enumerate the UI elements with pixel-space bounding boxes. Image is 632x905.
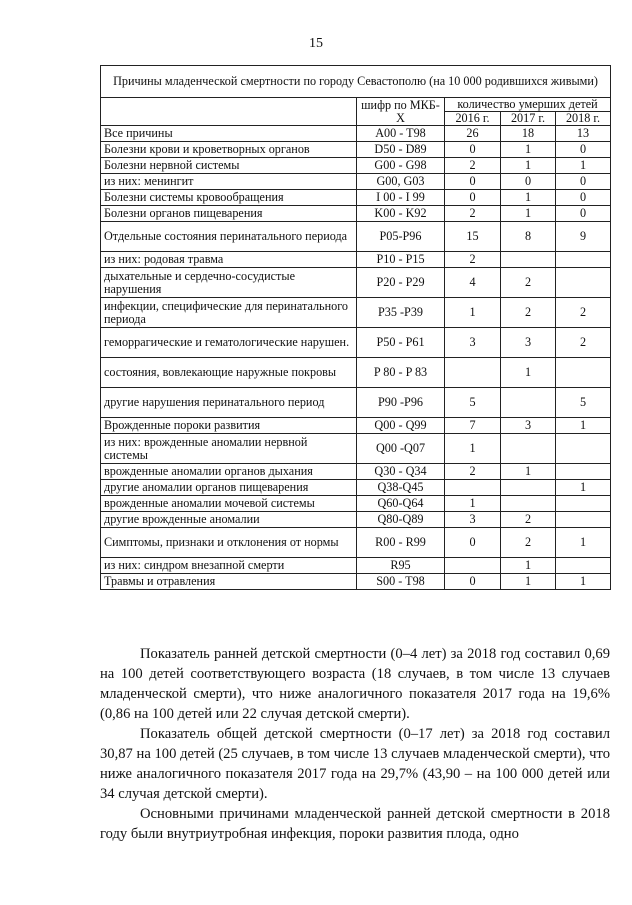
row-code: Q60-Q64 <box>357 496 445 512</box>
value-2017: 1 <box>501 142 556 158</box>
row-name: из них: синдром внезапной смерти <box>101 558 357 574</box>
value-2017: 2 <box>501 512 556 528</box>
value-2017: 2 <box>501 528 556 558</box>
row-code: P90 -P96 <box>357 388 445 418</box>
row-name: врожденные аномалии мочевой системы <box>101 496 357 512</box>
row-name: врожденные аномалии органов дыхания <box>101 464 357 480</box>
row-name: состояния, вовлекающие наружные покровы <box>101 358 357 388</box>
value-2016: 2 <box>445 206 501 222</box>
value-2017: 1 <box>501 574 556 590</box>
value-2017: 1 <box>501 206 556 222</box>
row-code: P 80 - P 83 <box>357 358 445 388</box>
value-2018: 5 <box>556 388 611 418</box>
row-code: Q80-Q89 <box>357 512 445 528</box>
row-name: Отдельные состояния перинатального периода <box>101 222 357 252</box>
table-row <box>101 358 611 388</box>
row-code: R95 <box>357 558 445 574</box>
paragraph: Показатель общей детской смертности (0–17 лет) за 2018 год составил 30,87 на 100 детей (25 случаев, в том числе 13 случаев младенческой смерти), что ниже аналогичного показателя 2017 года на 29,7% (43,90 – на 100 000 детей или 34 случая детской смерти). <box>100 726 610 802</box>
table-title-row <box>101 66 611 98</box>
row-code: Q30 - Q34 <box>357 464 445 480</box>
row-code: S00 - T98 <box>357 574 445 590</box>
value-2016: 2 <box>445 158 501 174</box>
table-row <box>101 142 611 158</box>
value-2016: 1 <box>445 298 501 328</box>
value-2017: 1 <box>501 190 556 206</box>
value-2016: 0 <box>445 190 501 206</box>
row-code: P10 - P15 <box>357 252 445 268</box>
table-row <box>101 388 611 418</box>
row-name: инфекции, специфические для перинатального периода <box>101 298 357 328</box>
value-2018: 0 <box>556 174 611 190</box>
value-2016: 3 <box>445 512 501 528</box>
value-2018 <box>556 434 611 464</box>
header-count: количество умерших детей <box>445 98 611 112</box>
table-row <box>101 512 611 528</box>
row-name: из них: врожденные аномалии нервной системы <box>101 434 357 464</box>
row-name: другие аномалии органов пищеварения <box>101 480 357 496</box>
table-row <box>101 480 611 496</box>
header-code: шифр по МКБ-Х <box>357 98 445 126</box>
value-2018: 9 <box>556 222 611 252</box>
table-row <box>101 190 611 206</box>
row-code: I 00 - I 99 <box>357 190 445 206</box>
row-code: P35 -P39 <box>357 298 445 328</box>
value-2017: 2 <box>501 268 556 298</box>
table-row <box>101 464 611 480</box>
header-row-1 <box>101 98 611 112</box>
table-row <box>101 574 611 590</box>
value-2018 <box>556 268 611 298</box>
table-row <box>101 558 611 574</box>
value-2018 <box>556 496 611 512</box>
paragraph: Показатель ранней детской смертности (0–4 лет) за 2018 год составил 0,69 на 100 детей соответствующего возраста (18 случаев, в том числе 13 случаев младенческой смерти), что ниже аналогичного показателя 2017 года на 19,6% (0,86 на 100 детей или 22 случая детской смерти). <box>100 646 610 722</box>
value-2018 <box>556 512 611 528</box>
row-name: Травмы и отравления <box>101 574 357 590</box>
row-code: Q00 -Q07 <box>357 434 445 464</box>
value-2018: 1 <box>556 574 611 590</box>
row-code: G00, G03 <box>357 174 445 190</box>
row-name: Все причины <box>101 126 357 142</box>
row-name: Болезни системы кровообращения <box>101 190 357 206</box>
value-2018: 2 <box>556 328 611 358</box>
value-2016: 3 <box>445 328 501 358</box>
value-2017: 2 <box>501 298 556 328</box>
table-row <box>101 418 611 434</box>
value-2017 <box>501 480 556 496</box>
value-2017: 8 <box>501 222 556 252</box>
row-code: G00 - G98 <box>357 158 445 174</box>
value-2016 <box>445 480 501 496</box>
header-year-2016: 2016 г. <box>445 112 501 126</box>
row-code: P50 - P61 <box>357 328 445 358</box>
value-2016: 15 <box>445 222 501 252</box>
value-2018 <box>556 358 611 388</box>
value-2016: 2 <box>445 464 501 480</box>
header-name-cell <box>101 98 357 126</box>
value-2018: 1 <box>556 480 611 496</box>
table-row <box>101 268 611 298</box>
row-name: из них: родовая травма <box>101 252 357 268</box>
row-code: P05-P96 <box>357 222 445 252</box>
body-text <box>100 644 610 844</box>
row-name: Симптомы, признаки и отклонения от нормы <box>101 528 357 558</box>
value-2017 <box>501 496 556 512</box>
row-name: геморрагические и гематологические нарушен. <box>101 328 357 358</box>
table-row <box>101 328 611 358</box>
row-code: Q00 - Q99 <box>357 418 445 434</box>
row-code: A00 - T98 <box>357 126 445 142</box>
paragraph: Основными причинами младенческой ранней детской смертности в 2018 году были внутриутробная инфекция, пороки развития плода, одно <box>100 806 610 842</box>
header-year-2018: 2018 г. <box>556 112 611 126</box>
value-2016: 0 <box>445 174 501 190</box>
table-row <box>101 496 611 512</box>
row-name: другие врожденные аномалии <box>101 512 357 528</box>
row-code: D50 - D89 <box>357 142 445 158</box>
value-2016: 4 <box>445 268 501 298</box>
row-code: Q38-Q45 <box>357 480 445 496</box>
value-2017: 3 <box>501 328 556 358</box>
infant-mortality-table <box>100 65 611 590</box>
table-row <box>101 158 611 174</box>
value-2017: 18 <box>501 126 556 142</box>
row-name: Врожденные пороки развития <box>101 418 357 434</box>
header-year-2017: 2017 г. <box>501 112 556 126</box>
value-2017 <box>501 388 556 418</box>
value-2016: 2 <box>445 252 501 268</box>
value-2016: 1 <box>445 434 501 464</box>
value-2016: 26 <box>445 126 501 142</box>
row-code: R00 - R99 <box>357 528 445 558</box>
value-2018: 1 <box>556 528 611 558</box>
value-2018: 0 <box>556 142 611 158</box>
table-row <box>101 298 611 328</box>
value-2017: 1 <box>501 464 556 480</box>
value-2017: 0 <box>501 174 556 190</box>
value-2018 <box>556 464 611 480</box>
value-2017: 3 <box>501 418 556 434</box>
value-2016: 0 <box>445 142 501 158</box>
value-2018: 0 <box>556 206 611 222</box>
row-name: дыхательные и сердечно-сосудистые нарушения <box>101 268 357 298</box>
table-row <box>101 126 611 142</box>
table-title: Причины младенческой смертности по городу Севастополю (на 10 000 родившихся живыми) <box>101 66 611 98</box>
value-2016: 5 <box>445 388 501 418</box>
value-2018: 2 <box>556 298 611 328</box>
value-2016: 0 <box>445 574 501 590</box>
value-2018: 0 <box>556 190 611 206</box>
value-2018 <box>556 252 611 268</box>
table-row <box>101 434 611 464</box>
table-row <box>101 252 611 268</box>
value-2017: 1 <box>501 558 556 574</box>
value-2018 <box>556 558 611 574</box>
table-row <box>101 206 611 222</box>
value-2017: 1 <box>501 158 556 174</box>
row-name: Болезни крови и кроветворных органов <box>101 142 357 158</box>
row-code: P20 - P29 <box>357 268 445 298</box>
value-2018: 1 <box>556 158 611 174</box>
value-2016: 7 <box>445 418 501 434</box>
row-name: Болезни органов пищеварения <box>101 206 357 222</box>
value-2018: 13 <box>556 126 611 142</box>
page-number: 15 <box>309 36 323 51</box>
value-2016 <box>445 358 501 388</box>
row-name: другие нарушения перинатального период <box>101 388 357 418</box>
table-row <box>101 222 611 252</box>
row-name: из них: менингит <box>101 174 357 190</box>
value-2016: 1 <box>445 496 501 512</box>
table-row <box>101 528 611 558</box>
value-2017 <box>501 252 556 268</box>
value-2018: 1 <box>556 418 611 434</box>
table-row <box>101 174 611 190</box>
value-2016 <box>445 558 501 574</box>
row-name: Болезни нервной системы <box>101 158 357 174</box>
value-2017 <box>501 434 556 464</box>
value-2016: 0 <box>445 528 501 558</box>
value-2017: 1 <box>501 358 556 388</box>
row-code: K00 - K92 <box>357 206 445 222</box>
